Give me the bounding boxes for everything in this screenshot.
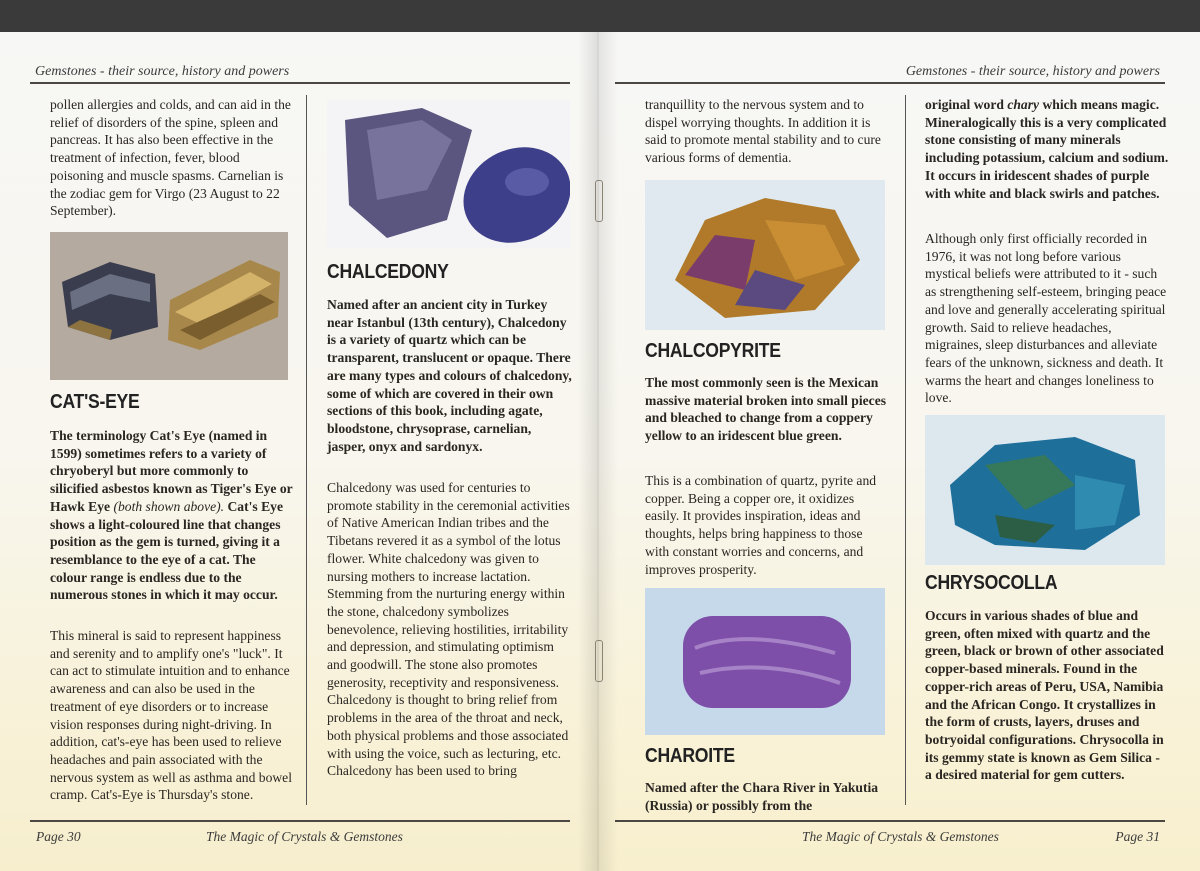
- binding-staple: [595, 180, 603, 222]
- running-header-left: Gemstones - their source, history and powers: [35, 64, 290, 79]
- chalcedony-continued-text: tranquillity to the nervous system and to dispel worrying thoughts. In addition it is said to promote mental stability and to cure various forms of dementia.: [645, 97, 881, 166]
- footer-rule: [30, 820, 570, 822]
- chalcopyrite-photo: [645, 180, 885, 330]
- charoite-photo: [645, 588, 885, 735]
- chalcedony-photo: [327, 100, 570, 248]
- chalcopyrite-heading: CHALCOPYRITE: [645, 340, 781, 362]
- cats-eye-body: This mineral is said to represent happiness and serenity and to amplify one's "luck". It can act to stimulate intuition and to enhance awareness and can also be used in the treatment of eye disorders or to increase vision responses during night-driving. In addition, cat's-eye has been used to relieve headaches and pain associated with the nervous system as well as asthma and bowel cramp. Cat's-Eye is Thursday's stone.: [50, 628, 292, 803]
- page-number-left: Page 30: [36, 829, 81, 844]
- cats-eye-summary: The terminology Cat's Eye (named in 1599) sometimes refers to a variety of chryoberyl but more commonly to silicified asbestos known as Tiger's Eye or Hawk Eye (both shown above). Cat's Eye shows a light-coloured line that changes position as the gem is turned, giving it a resemblance to the eye of a cat. The colour range is endless due to the numerous stones in which it may occur.: [50, 428, 293, 603]
- charoite-summary: Named after the Chara River in Yakutia (Russia) or possibly from the: [645, 780, 879, 813]
- book-title-left: The Magic of Crystals & Gemstones: [206, 829, 403, 844]
- book-gutter-shadow: [578, 32, 618, 871]
- column-divider: [905, 95, 906, 805]
- charoite-body: Although only first officially recorded in 1976, it was not long before various mystical beliefs were attributed to it - such as strengthening self-esteem, bringing peace and love and generally accelerating spiritual growth. Said to relieve headaches, migraines, sleep disturbances and alleviate fears of the unknown, sickness and death. It warms the heart and changes loneliness to love.: [925, 231, 1167, 406]
- chrysocolla-summary: Occurs in various shades of blue and green, often mixed with quartz and the green, black or brown of other associated copper-based minerals. Found in the copper-rich areas of Peru, USA, Namibia and the African Congo. It crystallizes in the form of crusts, layers, druses and botryoidal configurations. Chrysocolla in its gemmy state is known as Gem Silica - a desired material for gem cutters.: [925, 608, 1164, 783]
- charoite-summary-continued: original word chary which means magic. Mineralogically this is a very complicated stone consisting of many minerals including potassium, calcium and sodium. It occurs in iridescent shades of purple with white and black swirls and patches.: [925, 97, 1169, 201]
- chalcedony-heading: CHALCEDONY: [327, 261, 449, 283]
- chalcedony-summary: Named after an ancient city in Turkey near Istanbul (13th century), Chalcedony is a variety of quartz which can be transparent, translucent or opaque. There are many types and colours of chalcedony, some of which are covered in their own sections of this book, including agate, bloodstone, chrysoprase, carnelian, jasper, onyx and sardonyx.: [327, 297, 572, 454]
- chalcedony-body: Chalcedony was used for centuries to promote stability in the ceremonial activities of Native American Indian tribes and the Tibetans revered it as a symbol of the lotus flower. White chalcedony was given to nursing mothers to increase lactation. Stemming from the nurturing energy within the stone, chalcedony symbolizes benevolence, relieving hostilities, irritability and depression, and stimulating optimism and goodwill. The stone also promotes generosity, receptivity and responsiveness. Chalcedony is thought to bring relief from problems in the area of the throat and neck, both physical problems and those associated with using the voice, such as lecturing, etc. Chalcedony has been used to bring: [327, 480, 570, 779]
- header-rule: [30, 82, 570, 84]
- chalcopyrite-body: This is a combination of quartz, pyrite and copper. Being a copper ore, it oxidizes easily. It provides inspiration, ideas and thoughts, helps bring happiness to those with constant worries and concerns, and improves prosperity.: [645, 473, 877, 577]
- cats-eye-heading: CAT'S-EYE: [50, 391, 140, 413]
- carnelian-continued-text: pollen allergies and colds, and can aid in the relief of disorders of the spine, spleen and pancreas. It has also been effective in the treatment of infection, fever, blood poisoning and muscle spasms. Carnelian is the zodiac gem for Virgo (23 August to 22 September).: [50, 97, 291, 219]
- chalcopyrite-summary: The most commonly seen is the Mexican massive material broken into small pieces and bleached to change from a coppery yellow to an iridescent blue green.: [645, 375, 887, 444]
- binding-staple: [595, 640, 603, 682]
- cats-eye-photo: [50, 232, 288, 380]
- header-rule: [615, 82, 1165, 84]
- running-header-right: Gemstones - their source, history and powers: [905, 64, 1160, 79]
- charoite-heading: CHAROITE: [645, 745, 735, 767]
- column-divider: [306, 95, 307, 805]
- footer-rule: [615, 820, 1165, 822]
- chrysocolla-heading: CHRYSOCOLLA: [925, 572, 1058, 594]
- chrysocolla-photo: [925, 415, 1165, 565]
- page-number-right: Page 31: [1115, 829, 1160, 844]
- book-title-right: The Magic of Crystals & Gemstones: [802, 829, 999, 844]
